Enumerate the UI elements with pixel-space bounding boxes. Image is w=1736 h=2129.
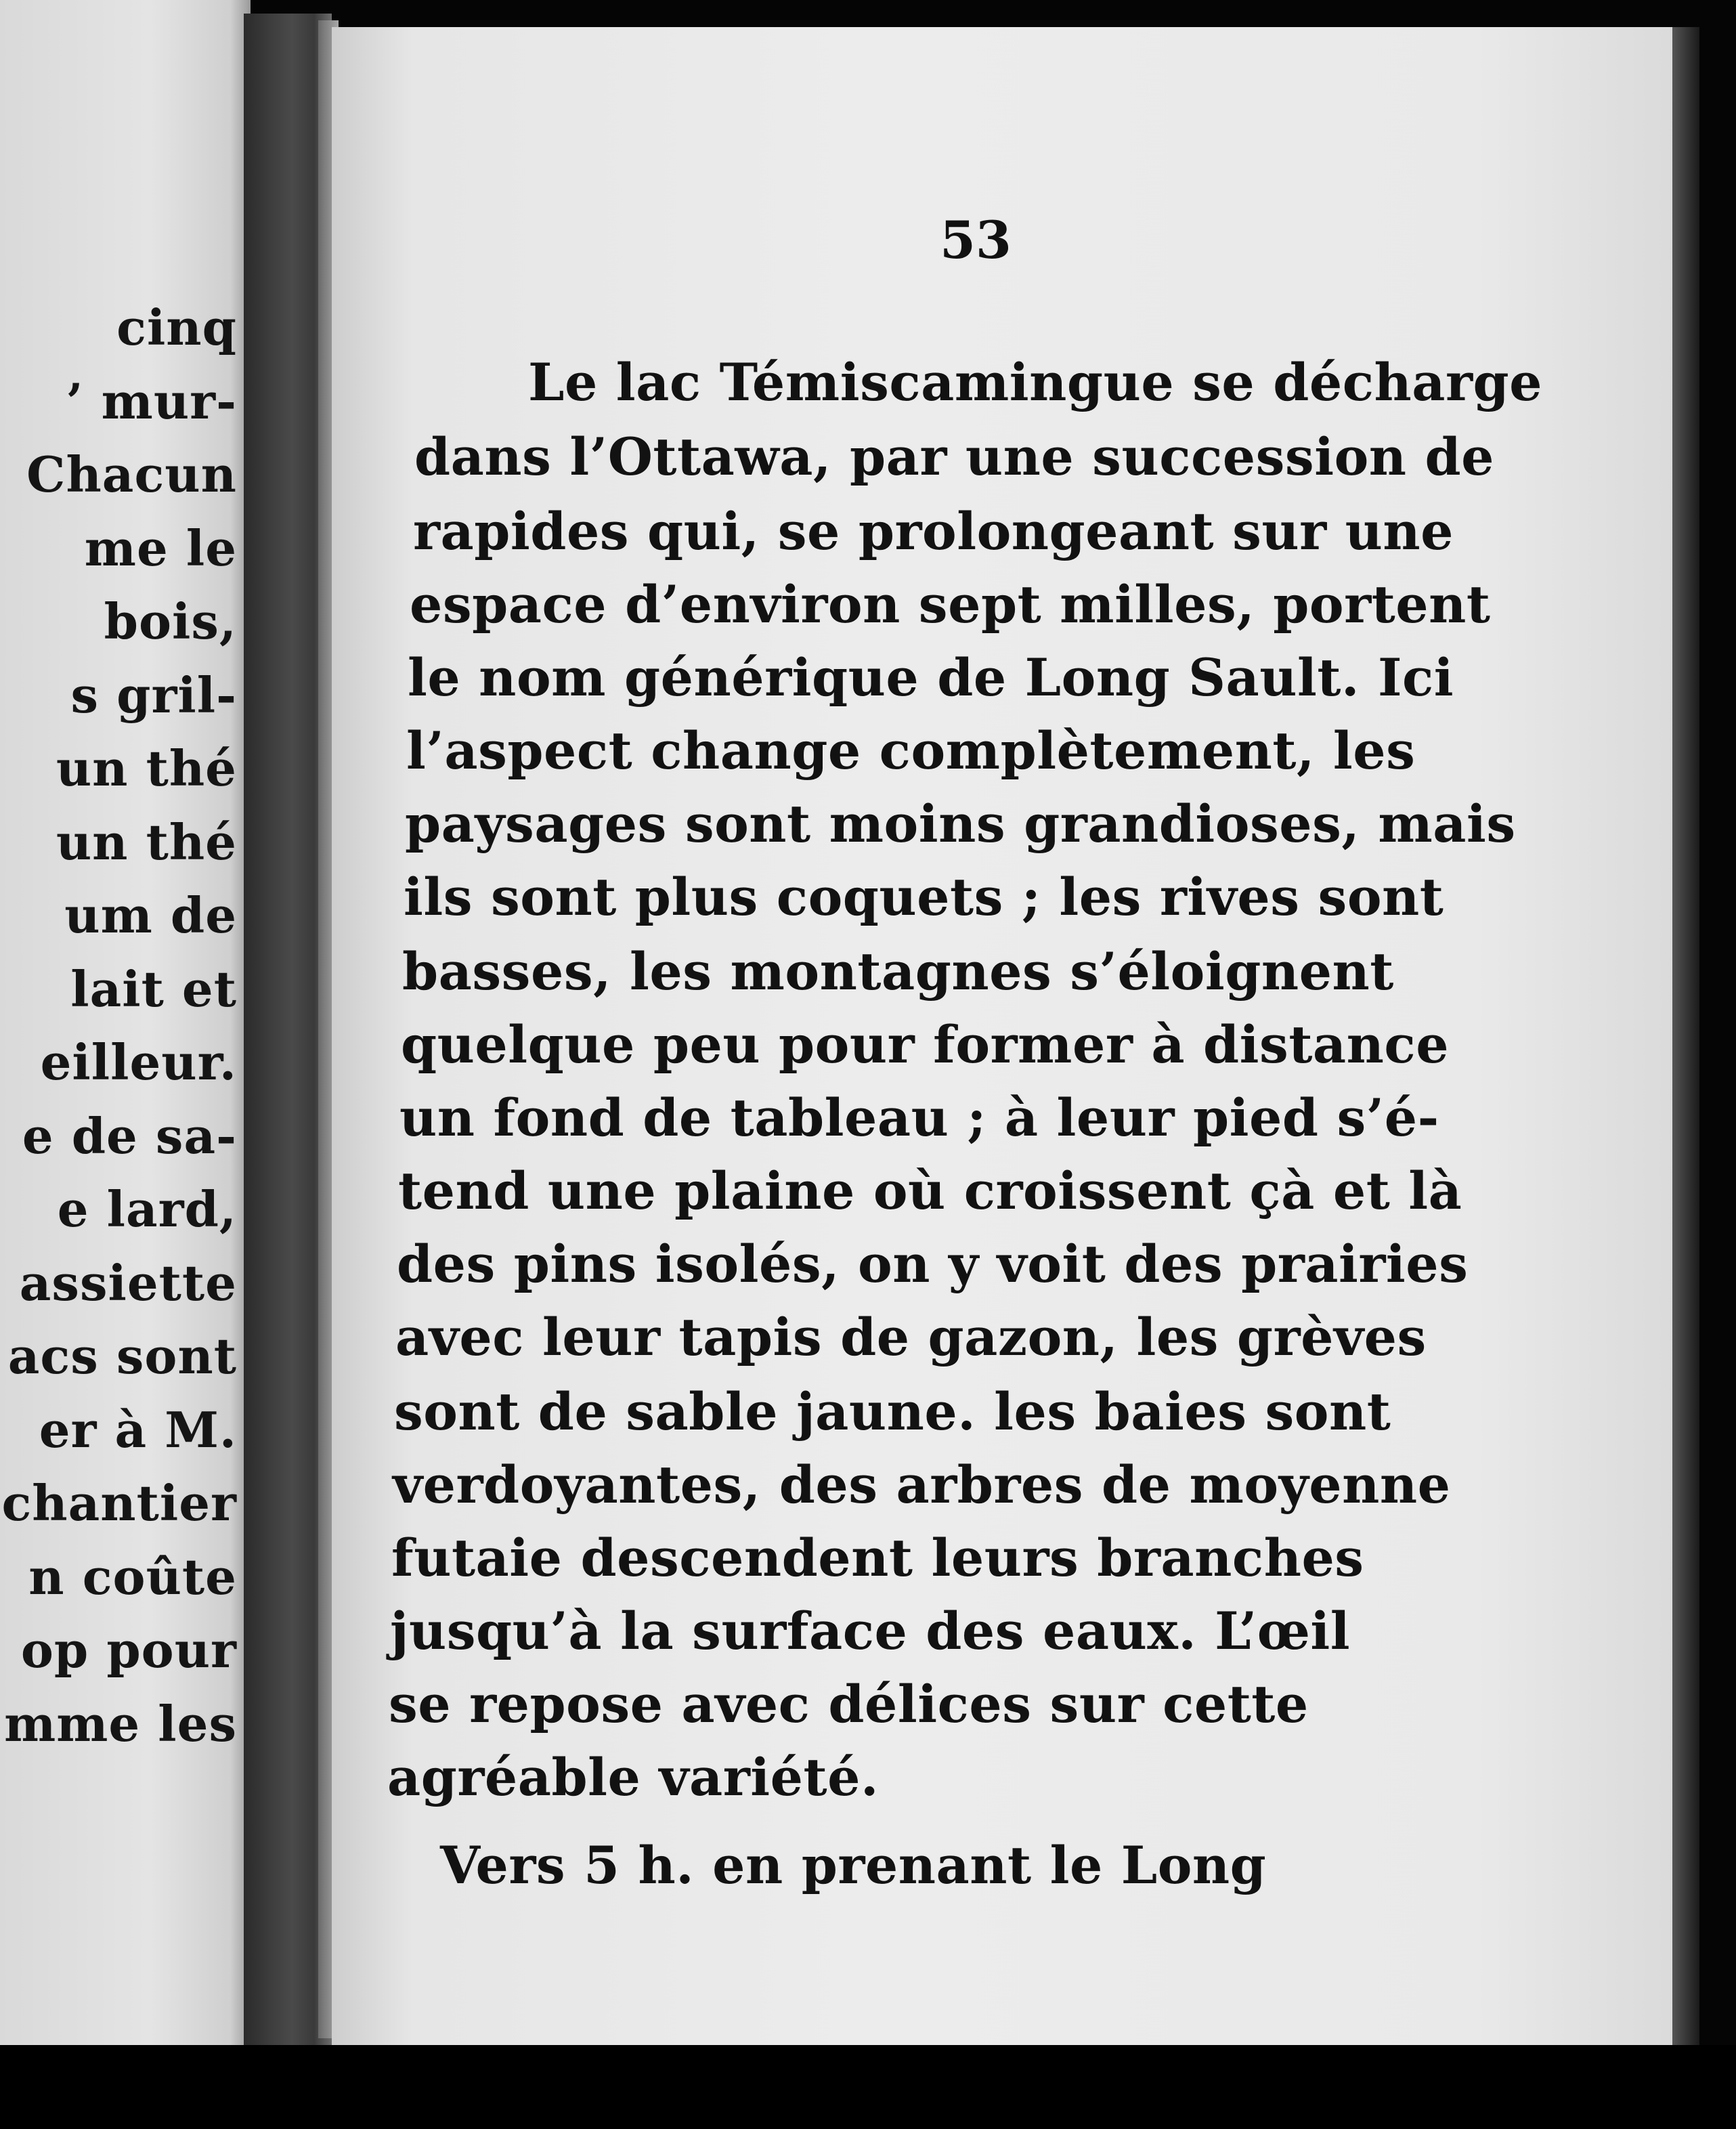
left-line: bois, — [104, 593, 237, 650]
text-line: rapides qui, se prolongeant sur une — [413, 501, 1454, 561]
left-line: cinq — [116, 299, 237, 356]
left-line: Chacun — [26, 446, 237, 503]
text-line: le nom générique de Long Sault. Ici — [408, 647, 1454, 708]
text-line: Vers 5 h. en prenant le Long — [440, 1835, 1267, 1895]
left-page — [0, 0, 251, 2129]
text-line: jusqu’à la surface des eaux. L’œil — [390, 1601, 1351, 1661]
right-page — [332, 27, 1679, 2045]
text-line: basses, les montagnes s’éloignent — [402, 941, 1394, 1002]
text-line: se repose avec délices sur cette — [389, 1674, 1309, 1734]
right-page-edge — [1672, 27, 1699, 2045]
left-line: op pour — [20, 1621, 237, 1679]
text-line: des pins isolés, on y voit des prairies — [397, 1234, 1469, 1294]
left-line: e de sa- — [22, 1106, 237, 1165]
left-line: mme les — [4, 1694, 237, 1752]
left-line: lait et — [70, 960, 237, 1018]
text-line: Le lac Témiscamingue se décharge — [528, 352, 1543, 412]
scan-border — [0, 2045, 1736, 2129]
left-line: assiette — [19, 1253, 237, 1312]
left-line: acs sont — [7, 1327, 237, 1385]
left-line: chantier — [1, 1474, 237, 1532]
left-line: s gril- — [70, 666, 237, 724]
text-line: agréable variété. — [387, 1747, 879, 1807]
left-line: er à M. — [39, 1400, 237, 1459]
text-line: un fond de tableau ; à leur pied s’é- — [399, 1088, 1439, 1148]
left-line: ’ mur- — [66, 372, 237, 430]
left-line: e lard, — [57, 1180, 237, 1238]
text-line: avec leur tapis de gazon, les grèves — [395, 1307, 1427, 1367]
left-line: un thé — [56, 739, 237, 797]
left-line: me le — [84, 519, 237, 577]
left-line: eilleur. — [40, 1033, 237, 1091]
text-line: quelque peu pour former à distance — [401, 1014, 1450, 1075]
text-line: sont de sable jaune. les baies sont — [394, 1381, 1391, 1442]
text-line: tend une plaine où croissent çà et là — [398, 1161, 1462, 1221]
page-number: 53 — [940, 210, 1012, 270]
text-line: futaie descendent leurs branches — [391, 1528, 1364, 1588]
left-line: n coûte — [28, 1547, 237, 1606]
left-page-text — [1, 291, 237, 1761]
right-page-text — [332, 27, 1679, 2045]
text-line: espace d’environ sept milles, portent — [410, 574, 1491, 635]
text-line: paysages sont moins grandioses, mais — [405, 794, 1516, 854]
left-line: um de — [64, 886, 237, 944]
text-line: l’aspect change complètement, les — [406, 721, 1416, 781]
text-line: verdoyantes, des arbres de moyenne — [393, 1455, 1451, 1515]
text-line: dans l’Ottawa, par une succession de — [414, 427, 1494, 487]
text-line: ils sont plus coquets ; les rives sont — [404, 867, 1444, 927]
left-line: un thé — [56, 813, 237, 871]
